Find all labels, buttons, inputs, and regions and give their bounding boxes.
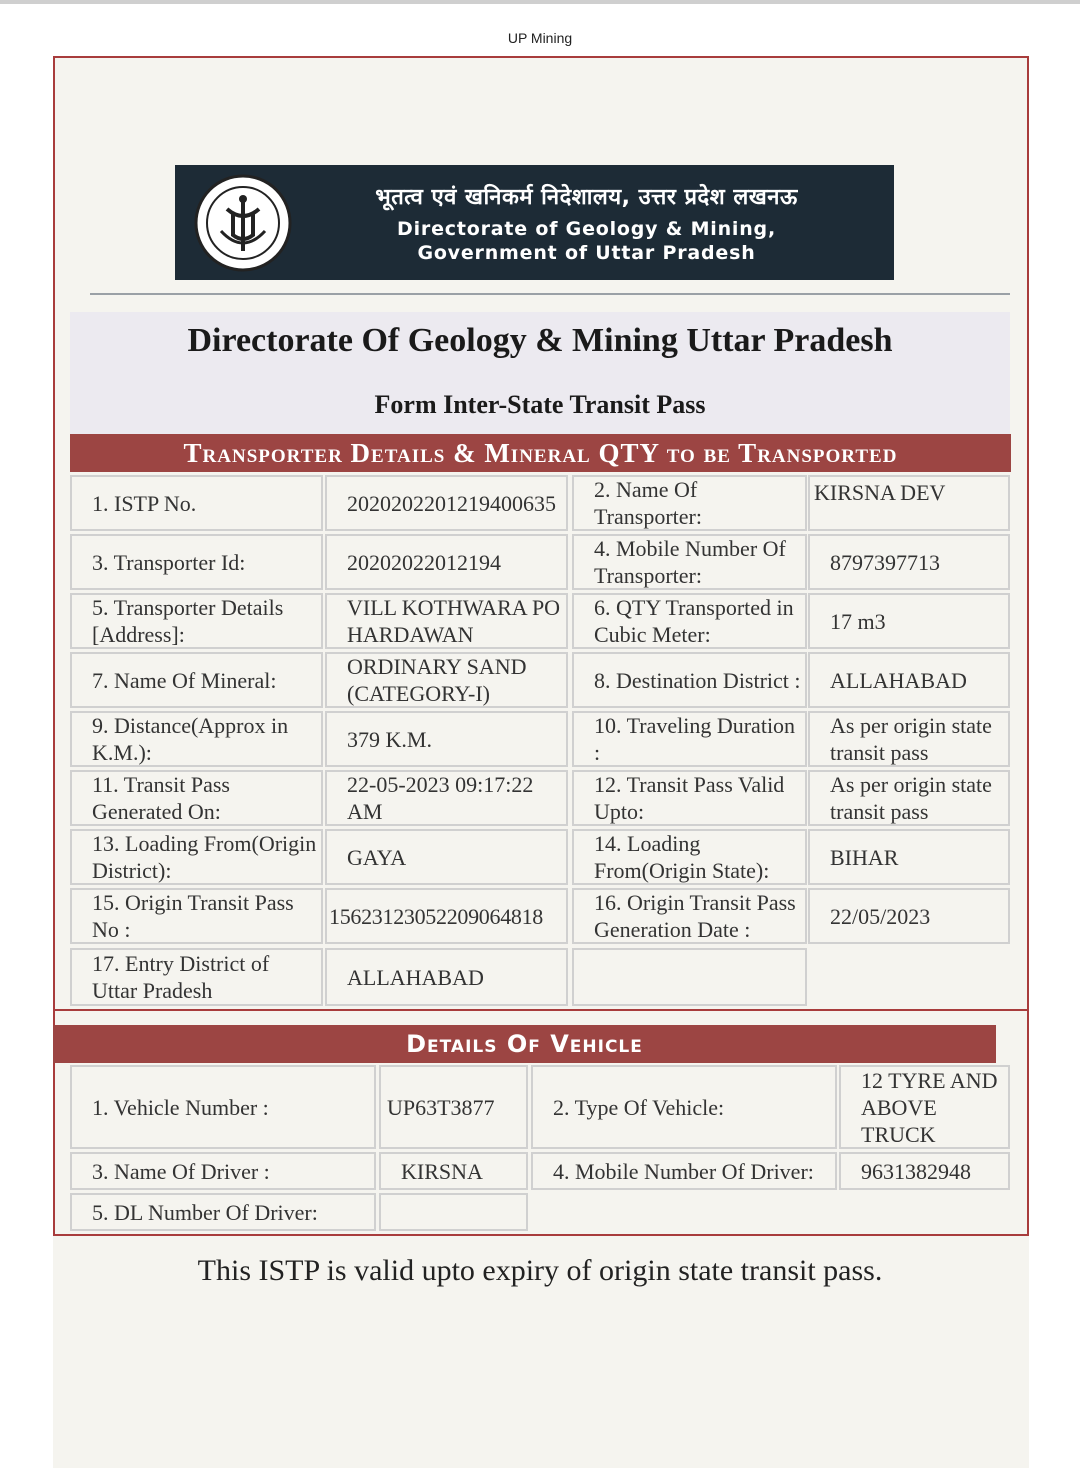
- generated-on-label: 11. Transit Pass Generated On:: [70, 770, 323, 826]
- driver-name-label: 3. Name Of Driver :: [70, 1152, 376, 1190]
- transporter-id-value: 20202022012194: [325, 534, 568, 590]
- driver-mobile-label: 4. Mobile Number Of Driver:: [531, 1152, 837, 1190]
- duration-value: As per origin state transit pass: [808, 711, 1010, 767]
- banner-english-line1: Directorate of Geology & Mining,: [397, 217, 776, 240]
- qty-value: 17 m3: [808, 593, 1010, 649]
- banner-english-line2: Government of Uttar Pradesh: [417, 241, 756, 264]
- origin-pass-date-label: 16. Origin Transit Pass Generation Date :: [572, 888, 807, 944]
- driver-mobile-value: 9631382948: [839, 1152, 1010, 1190]
- vehicle-type-label: 2. Type Of Vehicle:: [531, 1065, 837, 1149]
- vehicle-type-value: 12 TYRE AND ABOVE TRUCK: [839, 1065, 1010, 1149]
- entry-district-label: 17. Entry District of Uttar Pradesh: [70, 948, 323, 1006]
- origin-pass-no-value: 15623123052209064818: [325, 888, 568, 944]
- section-divider: [53, 1009, 1029, 1011]
- mineral-value: ORDINARY SAND (CATEGORY-I): [325, 652, 568, 708]
- transporter-address-value: VILL KOTHWARA PO HARDAWAN: [325, 593, 568, 649]
- validity-note: This ISTP is valid upto expiry of origin state transit pass.: [197, 1254, 883, 1287]
- department-banner: [175, 165, 894, 280]
- banner-hindi-title: भूतत्व एवं खनिकर्म निदेशालय, उत्तर प्रदेश लखनऊ: [375, 184, 798, 210]
- valid-upto-value: As per origin state transit pass: [808, 770, 1010, 826]
- banner-text: [293, 181, 894, 265]
- transporter-name-value: KIRSNA DEV: [808, 475, 1010, 531]
- istp-no-value: 2020202201219400635: [325, 475, 568, 531]
- loading-state-label: 14. Loading From(Origin State):: [572, 829, 807, 885]
- duration-label: 10. Traveling Duration :: [572, 711, 807, 767]
- up-government-emblem-icon: [193, 173, 293, 273]
- transporter-address-label: 5. Transporter Details [Address]:: [70, 593, 323, 649]
- transporter-name-label: 2. Name Of Transporter:: [572, 475, 807, 531]
- distance-value: 379 K.M.: [325, 711, 568, 767]
- transporter-mobile-label: 4. Mobile Number Of Transporter:: [572, 534, 807, 590]
- transporter-mobile-value: 8797397713: [808, 534, 1010, 590]
- section-vehicle-header: Details Of Vehicle: [53, 1025, 996, 1063]
- destination-value: ALLAHABAD: [808, 652, 1010, 708]
- page-header: UP Mining: [507, 30, 573, 46]
- dl-number-value: [379, 1193, 528, 1231]
- qty-label: 6. QTY Transported in Cubic Meter:: [572, 593, 807, 649]
- vehicle-number-value: UP63T3877: [379, 1065, 528, 1149]
- mineral-label: 7. Name Of Mineral:: [70, 652, 323, 708]
- loading-state-value: BIHAR: [808, 829, 1010, 885]
- loading-district-value: GAYA: [325, 829, 568, 885]
- empty-cell: [572, 948, 807, 1006]
- istp-no-label: 1. ISTP No.: [70, 475, 323, 531]
- generated-on-value: 22-05-2023 09:17:22 AM: [325, 770, 568, 826]
- origin-pass-date-value: 22/05/2023: [808, 888, 1010, 944]
- destination-label: 8. Destination District :: [572, 652, 807, 708]
- valid-upto-label: 12. Transit Pass Valid Upto:: [572, 770, 807, 826]
- document-title: Directorate Of Geology & Mining Uttar Pradesh: [187, 322, 893, 359]
- dl-number-label: 5. DL Number Of Driver:: [70, 1193, 376, 1231]
- form-subtitle: Form Inter-State Transit Pass: [374, 390, 706, 419]
- section-transporter-header: Transporter Details & Mineral QTY to be Transported: [70, 434, 1011, 472]
- loading-district-label: 13. Loading From(Origin District):: [70, 829, 323, 885]
- divider-line: [90, 293, 1010, 295]
- vehicle-number-label: 1. Vehicle Number :: [70, 1065, 376, 1149]
- transporter-id-label: 3. Transporter Id:: [70, 534, 323, 590]
- top-scrollbar: [0, 0, 1080, 4]
- entry-district-value: ALLAHABAD: [325, 948, 568, 1006]
- origin-pass-no-label: 15. Origin Transit Pass No :: [70, 888, 323, 944]
- distance-label: 9. Distance(Approx in K.M.):: [70, 711, 323, 767]
- driver-name-value: KIRSNA: [379, 1152, 528, 1190]
